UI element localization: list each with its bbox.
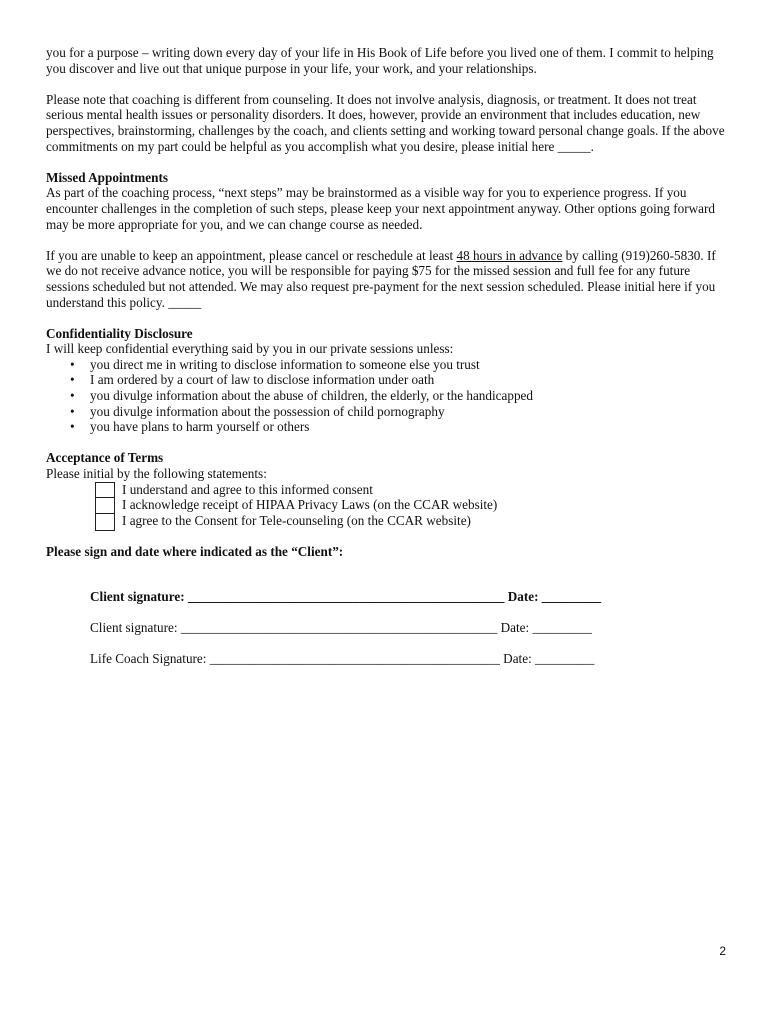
policy-text-end: by calling (919)260-5830. If we do not receive advance notice, you will be responsible for paying $75 for the missed session and full fee for any future sessions scheduled but not attended. We may also request pre-payment for the next session scheduled. Please initial here if you understand this policy. _____ — [46, 247, 716, 310]
cancellation-policy-paragraph — [46, 248, 726, 310]
initial-box-telecounseling[interactable] — [95, 513, 115, 531]
policy-text-start: If you are unable to keep an appointment, please cancel or reschedule at least — [46, 247, 457, 263]
missed-appointments-heading: Missed Appointments — [46, 169, 169, 185]
term-row-telecounseling — [46, 513, 726, 529]
term-label: I acknowledge receipt of HIPAA Privacy Laws (on the CCAR website) — [122, 497, 498, 513]
list-item: • you divulge information about the possession of child pornography — [90, 404, 726, 420]
term-row-informed-consent — [46, 482, 726, 498]
acceptance-terms — [46, 482, 726, 529]
document-body — [46, 45, 726, 560]
list-item: • you divulge information about the abuse of children, the elderly, or the handicapped — [90, 388, 726, 404]
confidentiality-heading: Confidentiality Disclosure — [46, 325, 193, 341]
page-number: 2 — [719, 944, 726, 958]
acceptance-heading: Acceptance of Terms — [46, 450, 164, 466]
missed-appointments-paragraph: As part of the coaching process, “next steps” may be brainstormed as a visible way for you to experience progress. If you encounter challenges in the completion of such steps, please keep your next appointment anyway. Other options going forward may be more appropriate for you, and we can change course as needed. — [46, 185, 715, 232]
signature-instruction: Please sign and date where indicated as the “Client”: — [46, 544, 344, 559]
client-signature-line-primary[interactable]: Client signature: ________________________________________________ Date: _________ — [90, 589, 602, 604]
list-item: • I am ordered by a court of law to disclose information under oath — [90, 372, 726, 388]
list-item: • you direct me in writing to disclose information to someone else you trust — [90, 357, 726, 373]
term-label: I understand and agree to this informed consent — [122, 481, 373, 497]
notice-period: 48 hours in advance — [456, 247, 563, 263]
confidentiality-intro: I will keep confidential everything said by you in our private sessions unless: — [46, 341, 454, 357]
term-label: I agree to the Consent for Tele-counseling (on the CCAR website) — [122, 512, 471, 528]
life-coach-signature-line[interactable]: Life Coach Signature: ____________________________________________ Date: _________ — [90, 651, 595, 666]
confidentiality-exceptions-list — [46, 357, 726, 435]
intro-paragraph-purpose: you for a purpose – writing down every day of your life in His Book of Life before you lived one of them. I commit to helping you discover and live out that unique purpose in your life, your work, and your relationships. — [46, 45, 714, 76]
intro-paragraph-coaching: Please note that coaching is different from counseling. It does not involve analysis, diagnosis, or treatment. It does not treat serious mental health issues or personality disorders. It does, however, provide an environment that includes education, new perspectives, brainstorming, challenges by the coach, and clients setting and working toward personal change goals. If the above commitments on my part could be helpful as you accomplish what you desire, please initial here _____. — [46, 91, 725, 154]
acceptance-intro: Please initial by the following statements: — [46, 466, 267, 482]
signature-block — [90, 589, 650, 682]
term-row-hipaa — [46, 497, 726, 513]
list-item: • you have plans to harm yourself or others — [90, 419, 726, 435]
client-signature-line-secondary[interactable]: Client signature: ________________________________________________ Date: _________ — [90, 620, 592, 635]
